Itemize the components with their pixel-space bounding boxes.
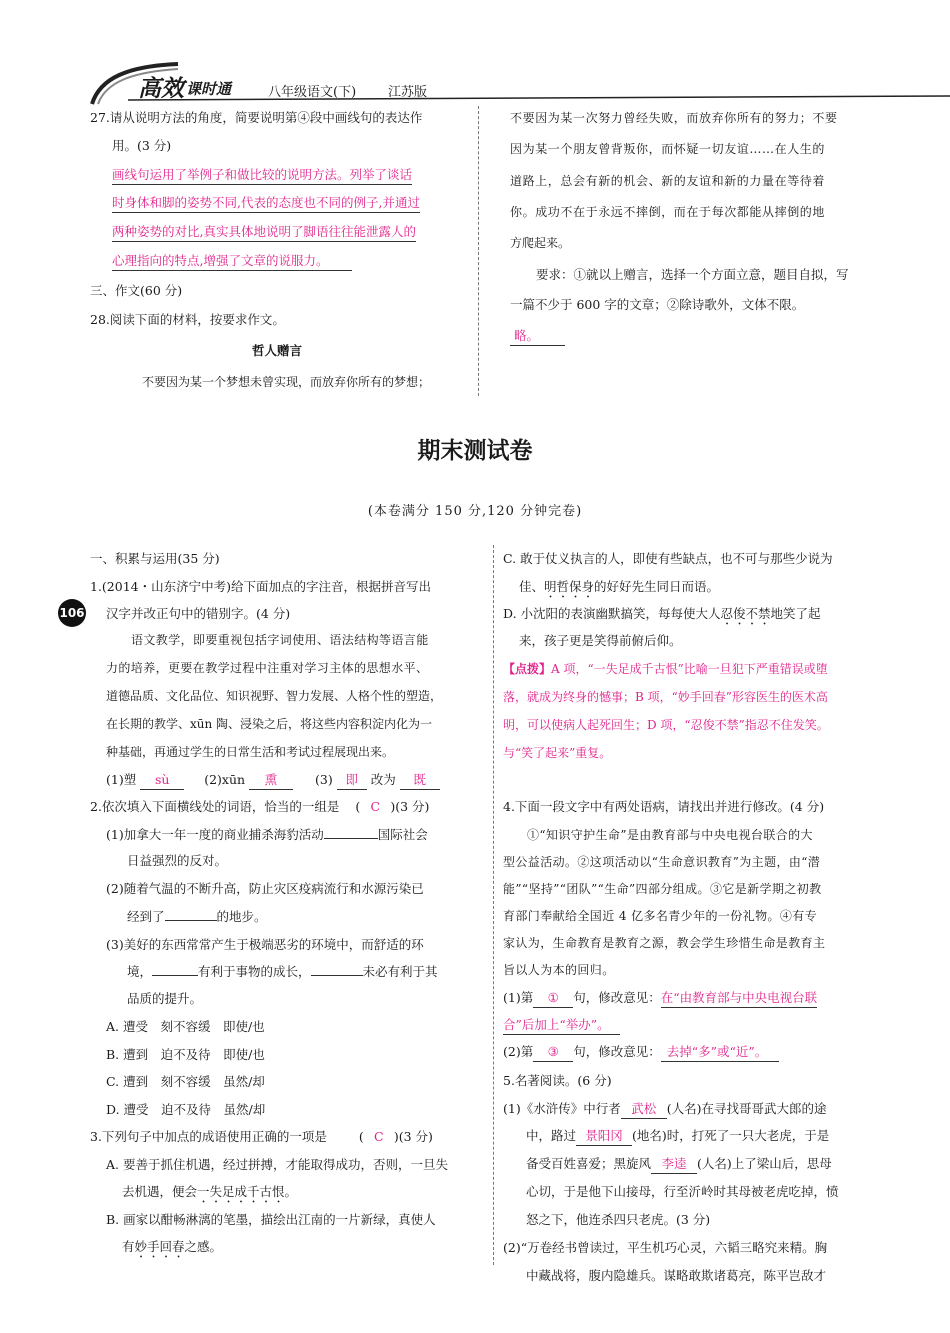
q4-answer1-cont: 合”后加上“举办”。 [503,1016,620,1035]
q1-line2: 汉字并改正句中的错别字。(4 分) [106,606,291,621]
hint-label: 【点拨】 [503,662,552,676]
q5-prompt: 5.名著阅读。(6 分) [503,1073,612,1088]
q4-answer2: (2)第 ③ 句，修改意见： 去掉“多”或“近”。 [503,1043,779,1062]
q2-item1-cont: 日益强烈的反对。 [127,853,228,868]
q27-answer-line2: 时身体和脚的姿势不同,代表的态度也不同的例子,并通过 [112,194,420,213]
q4-passage-line3: 能”“坚持”“团队”“生命”四部分组成。③它是新学期之初教 [503,882,822,896]
requirement-line2: 一篇不少于 600 字的文章；②除诗歌外，文体不限。 [510,297,805,312]
q5-1-line3: 备受百姓喜爱；黑旋风 李逵 (人名)上了梁山后，思母 [526,1155,832,1174]
section3-heading: 三、作文(60 分) [90,283,183,298]
q1-passage-line4: 在长期的教学、xūn 陶、浸染之后，将这些内容积淀内化为一 [106,717,433,731]
q2-item2-cont: 经到了 的地步。 [127,909,267,924]
requirement-line1: 要求：①就以上赠言，选择一个方面立意，题目自拟，写 [536,267,849,282]
q3-option-d-line2: 来，孩子更是笑得前俯后仰。 [519,633,682,648]
material-line5: 你。成功不在于永远不摔倒，而在于每次都能从摔倒的地 [510,205,826,219]
q28-prompt: 28.阅读下面的材料，按要求作文。 [90,312,285,327]
q4-passage-line6: 旨以人为本的回归。 [503,963,615,977]
q2-item1: (1)加拿大一年一度的商业捕杀海豹活动 国际社会 [106,827,428,842]
column-divider-top [478,106,479,396]
q1-passage-line1: 语文教学，即要重视包括字词使用、语法结构等语言能 [131,633,429,647]
q27-answer-line3: 两种姿势的对比,真实具体地说明了脚语往往能泄露人的 [112,223,416,242]
q2-option-c: C. 遭到 刻不容缓 虽然/却 [106,1074,265,1089]
q3-option-d-line1: D. 小沈阳的表演幽默搞笑，每每使大人忍俊不禁地笑了起 [503,606,821,621]
q4-prompt: 4.下面一段文字中有两处语病，请找出并进行修改。(4 分) [503,799,825,814]
column-divider-bottom [493,545,494,1265]
q1-ans-prefix4: 改为 [370,772,396,787]
q1-ans2: 熏 [249,771,293,790]
q3-idiom-b: 妙手回春 [134,1239,185,1254]
q27-answer-line4: 心理指向的特点,增强了文章的说服力。 [112,252,352,271]
q3-hint-line3: 明，可以使病人起死回生；D 项，“忍俊不禁”指忍不住发笑。 [503,718,829,732]
q2-score: (3 分) [395,799,430,814]
q4-passage-line5: 家认为，生命教育是教育之源，教会学生珍惜生命是教育主 [503,936,826,950]
q2-option-d: D. 遭受 迫不及待 虽然/却 [106,1102,266,1117]
q5-1-line2: 中，路过 景阳冈 (地名)时，打死了一只大老虎，于是 [526,1127,829,1146]
q3-option-c-line2: 佳、明哲保身的好好先生同日而语。 [519,579,720,594]
q1-ans-prefix1: (1)塑 [106,772,137,787]
q2-text: 2.依次填入下面横线处的词语，恰当的一组是 [90,799,340,814]
q2-option-a: A. 遭受 刻不容缓 即使/也 [106,1019,265,1034]
q3-idiom-a: 一失足成千古恨 [197,1184,285,1199]
q27-line2: 用。(3 分) [112,138,172,153]
q4-answer1: (1)第 ① 句，修改意见：在“由教育部与中央电视台联 [503,989,817,1008]
q1-passage-line5: 种基础，再通过学生的日常生活和考试过程展现出来。 [106,745,395,759]
q3-prompt: 3.下列句子中加点的成语使用正确的一项是 ( C )(3 分) [90,1129,433,1144]
brand-sub: 课时通 [186,80,232,98]
q3-option-a-line1: A. 要善于抓住机遇，经过拼搏，才能取得成功，否则，一旦失 [106,1157,448,1172]
q3-hint-line1: 【点拨】A 项，“一失足成千古恨”比喻一旦犯下严重错误或堕 [503,662,828,676]
q5-1-line1: (1)《水浒传》中行者 武松 (人名)在寻找哥哥武大郎的途 [503,1100,826,1119]
material-title: 哲人赠言 [252,343,303,358]
q5-2-line1: (2)“万卷经书曾读过，平生机巧心灵，六韬三略究来精。胸 [503,1240,828,1255]
q1-line1: 1.(2014・山东济宁中考)给下面加点的字注音，根据拼音写出 [90,579,431,594]
q3-text: 3.下列句子中加点的成语使用正确的一项是 [90,1129,327,1144]
q3-idiom-d: 忍俊不禁 [720,606,771,621]
q2-prompt: 2.依次填入下面横线处的词语，恰当的一组是 ( C )(3 分) [90,799,430,814]
q3-idiom-c: 明哲保身 [544,579,595,594]
q5-1-line4: 心切，于是他下山接母，行至沂岭时其母被老虎吃掉，愤 [526,1184,839,1199]
q1-passage-line3: 道德品质、文化品位、知识视野、智力发展、人格个性的塑造， [106,689,443,703]
q1-ans-prefix2: (2)xūn [204,772,246,787]
q3-option-c-line1: C. 敢于仗义执言的人，即使有些缺点，也不可与那些少说为 [503,551,833,566]
q1-ans-prefix3: (3) [315,772,333,787]
q27-line1: 27.请从说明方法的角度，简要说明第④段中画线句的表达作 [90,110,423,125]
material-line3: 因为某一个朋友曾背叛你，而怀疑一切友谊……在人生的 [510,142,826,156]
q1-ans4: 既 [400,771,440,790]
q3-hint-line2: 落，就成为终身的憾事；B 项，“妙手回春”形容医生的医术高 [503,690,828,704]
q2-item3-end: 品质的提升。 [127,991,203,1006]
q2-option-b: B. 遭到 迫不及待 即使/也 [106,1047,265,1062]
material-line4: 道路上，总会有新的机会、新的友谊和新的力量在等待着 [510,174,826,188]
q28-answer: 略。 [510,327,565,346]
q3-hint-line4: 与“笑了起来”重复。 [503,746,612,760]
q2-answer: C [370,799,381,814]
q1-answers [106,771,440,790]
brand-main: 高效 [138,75,184,102]
q3-option-b-line2: 有妙手回春之感。 [122,1239,223,1254]
page-number-badge: 106 [58,599,86,627]
material-line2: 不要因为某一次努力曾经失败，而放弃你所有的努力；不要 [510,111,838,125]
section1-heading: 一、积累与运用(35 分) [90,551,220,566]
grade-subject: 八年级语文(下) [268,85,357,100]
q2-item3-cont: 境， 有利于事物的成长， 未必有利于其 [127,964,438,979]
q4-passage-line4: 育部门奉献给全国近 4 亿多名青少年的一份礼物。④有专 [503,909,818,923]
q4-passage-line2: 型公益活动。②这项活动以“生命意识教育”为主题，由“潜 [503,855,821,869]
edition: 江苏版 [388,85,428,100]
q4-passage-line1: ①“知识守护生命”是由教育部与中央电视台联合的大 [527,828,813,842]
q2-item2: (2)随着气温的不断升高，防止灾区疫病流行和水源污染已 [106,881,424,896]
material-line6: 方爬起来。 [510,236,571,250]
q1-ans3: 即 [337,771,367,790]
q3-answer: C [374,1129,384,1144]
q5-1-line5: 怒之下，他连杀四只老虎。(3 分) [526,1212,711,1227]
exam-title: 期末测试卷 [417,438,533,464]
q3-option-b-line1: B. 画家以酣畅淋漓的笔墨，描绘出江南的一片新绿，真使人 [106,1212,436,1227]
q3-option-a-line2: 去机遇，便会一失足成千古恨。 [122,1184,298,1199]
material-line1: 不要因为某一个梦想未曾实现，而放弃你所有的梦想； [142,375,431,389]
q1-passage-line2: 力的培养，更要在教学过程中注重对学习主体的思想水平、 [106,661,429,675]
q1-ans1: sù [140,771,184,790]
q27-answer-line1: 画线句运用了举例子和做比较的说明方法。列举了谈话 [112,166,412,185]
exam-subtitle: (本卷满分 150 分,120 分钟完卷) [367,504,583,519]
q5-2-line2: 中藏战将，腹内隐雄兵。谋略敢欺诸葛亮，陈平岂敌才 [526,1268,827,1283]
q3-score: (3 分) [398,1129,433,1144]
q2-item3: (3)美好的东西常常产生于极端恶劣的环境中，而舒适的环 [106,937,424,952]
